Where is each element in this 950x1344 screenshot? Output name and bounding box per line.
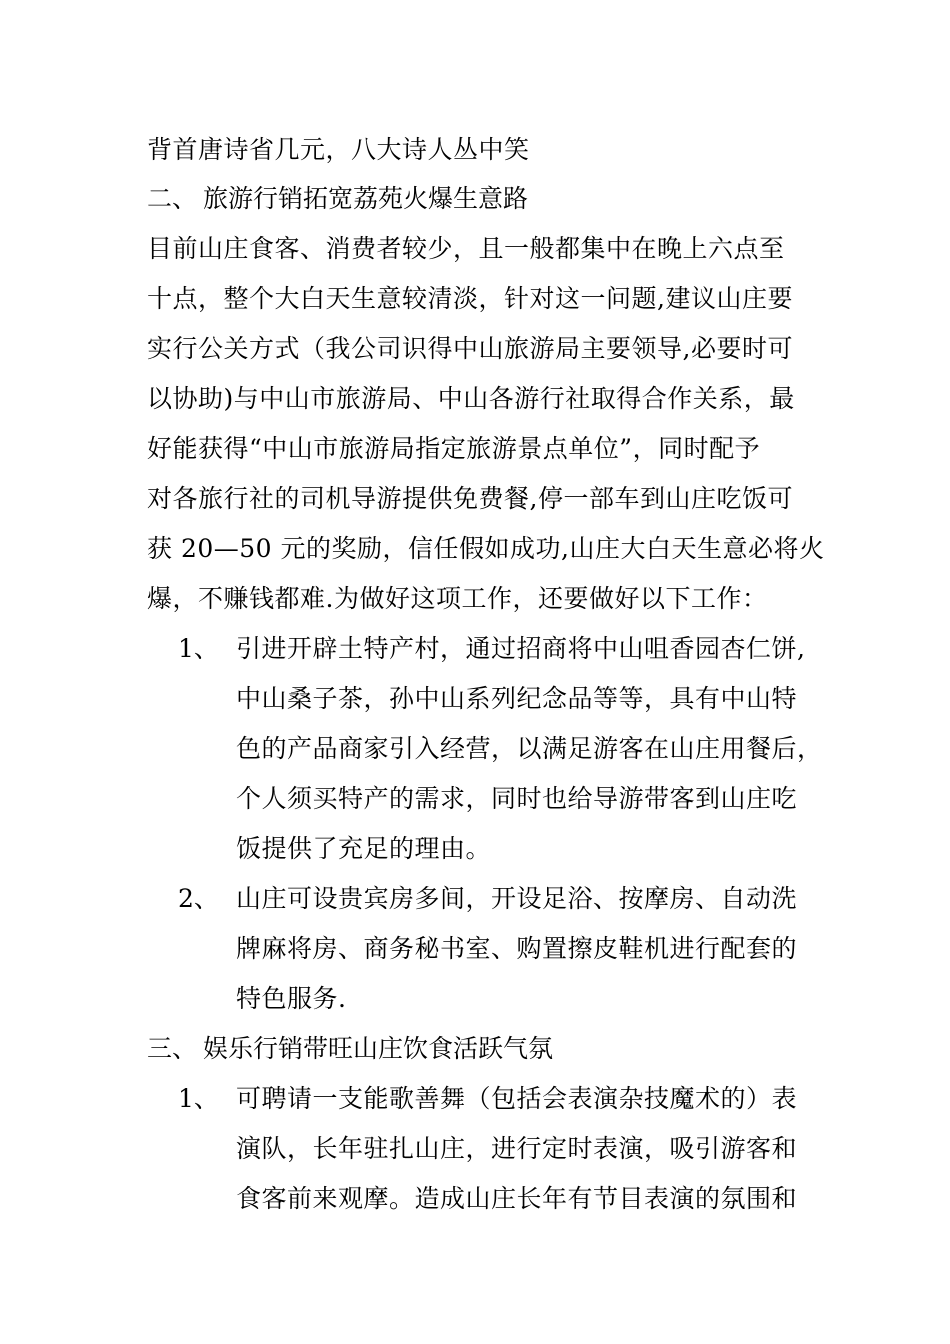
list-item-line: 饭提供了充足的理由。 (236, 834, 492, 863)
list-item-line: 特色服务. (236, 984, 347, 1013)
list-item-line: 牌麻将房、商务秘书室、购置擦皮鞋机进行配套的 (236, 934, 798, 963)
list-item-number: 1、 (178, 634, 219, 663)
list-item-line: 个人须买特产的需求，同时也给导游带客到山庄吃 (236, 784, 798, 813)
section-title: 旅游行销拓宽荔苑火爆生意路 (203, 184, 529, 213)
paragraph-line: 以协助)与中山市旅游局、中山各游行社取得合作关系，最 (147, 384, 795, 413)
list-item-number: 1、 (178, 1084, 219, 1113)
paragraph-line: 爆，不赚钱都难.为做好这项工作，还要做好以下工作： (147, 584, 768, 613)
section-heading-2 (147, 183, 528, 215)
section-number: 二、 (147, 184, 198, 213)
list-item-number: 2、 (178, 884, 219, 913)
section-heading-3 (147, 1033, 553, 1065)
paragraph-line: 好能获得“中山市旅游局指定旅游景点单位”，同时配予 (147, 434, 761, 463)
paragraph-line: 对各旅行社的司机导游提供免费餐,停一部车到山庄吃饭可 (147, 484, 793, 513)
list-item-line: 中山桑子茶，孙中山系列纪念品等等，具有中山特 (236, 684, 798, 713)
list-item-line: 可聘请一支能歌善舞（包括会表演杂技魔术的）表 (236, 1084, 798, 1113)
text-line: 背首唐诗省几元，八大诗人丛中笑 (147, 135, 530, 164)
paragraph-line: 目前山庄食客、消费者较少，且一般都集中在晚上六点至 (147, 234, 785, 263)
paragraph-line: 十点，整个大白天生意较清淡，针对这一问题,建议山庄要 (147, 284, 793, 313)
paragraph-line: 实行公关方式（我公司识得中山旅游局主要领导,必要时可 (147, 334, 793, 363)
list-item-line: 食客前来观摩。造成山庄长年有节目表演的氛围和 (236, 1184, 798, 1213)
paragraph-line: 获 20—50 元的奖励，信任假如成功,山庄大白天生意必将火 (147, 534, 825, 563)
section-title: 娱乐行销带旺山庄饮食活跃气氛 (203, 1034, 554, 1063)
list-item-line: 引进开辟土特产村，通过招商将中山咀香园杏仁饼, (236, 634, 806, 663)
section-number: 三、 (147, 1034, 198, 1063)
list-item-line: 演队，长年驻扎山庄，进行定时表演，吸引游客和 (236, 1134, 798, 1163)
list-item-line: 色的产品商家引入经营，以满足游客在山庄用餐后， (236, 734, 823, 763)
list-item-line: 山庄可设贵宾房多间，开设足浴、按摩房、自动洗 (236, 884, 798, 913)
